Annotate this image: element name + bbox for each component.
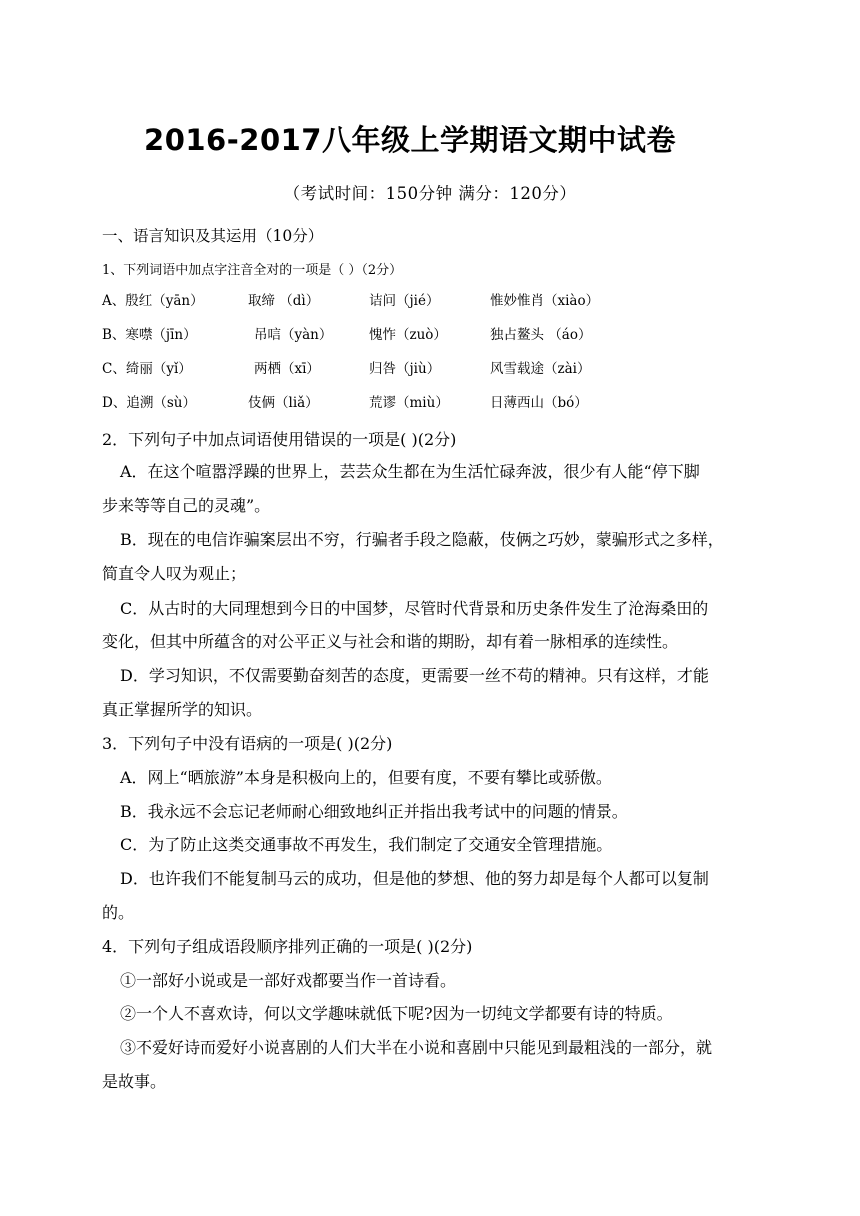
- q1-option-a-3: 诘问（jié）: [369, 293, 440, 309]
- q1-option-c-3: 归咎（jiù）: [369, 361, 441, 377]
- q2-option-a-cont: 步来等等自己的灵魂”。: [102, 496, 271, 515]
- q3-option-d: D．也许我们不能复制马云的成功，但是他的梦想、他的努力却是每个人都可以复制: [120, 869, 709, 888]
- q1-option-d-2: 伎俩（liǎ）: [248, 395, 319, 411]
- q1-option-d-3: 荒谬（miù）: [369, 395, 449, 411]
- section-heading: 一、语言知识及其运用（10分）: [102, 227, 324, 245]
- q2-option-a: A．在这个喧嚣浮躁的世界上，芸芸众生都在为生活忙碌奔波，很少有人能“停下脚: [120, 462, 700, 481]
- q1-option-c-1: C、绮丽（yǐ）: [102, 361, 192, 377]
- q1-option-b-1: B、寒噤（jīn）: [102, 327, 197, 343]
- q4-sentence-2: ②一个人不喜欢诗，何以文学趣味就低下呢?因为一切纯文学都要有诗的特质。: [120, 1004, 673, 1023]
- q3-option-c: C．为了防止这类交通事故不再发生，我们制定了交通安全管理措施。: [120, 835, 613, 854]
- q2-option-d: D．学习知识，不仅需要勤奋刻苦的态度，更需要一丝不苟的精神。只有这样，才能: [120, 666, 709, 685]
- q2-option-b: B．现在的电信诈骗案层出不穷，行骗者手段之隐蔽，伎俩之巧妙，蒙骗形式之多样，: [120, 530, 724, 549]
- q1-option-a-1: A、殷红（yān）: [102, 293, 204, 309]
- q3-option-b: B．我永远不会忘记老师耐心细致地纠正并指出我考试中的问题的情景。: [120, 802, 628, 821]
- q4-sentence-3-cont: 是故事。: [102, 1072, 167, 1091]
- q4-sentence-1: ①一部好小说或是一部好戏都要当作一首诗看。: [120, 971, 457, 990]
- q3-option-a: A．网上“晒旅游”本身是积极向上的，但要有度，不要有攀比或骄傲。: [120, 768, 612, 787]
- q1-option-c-4: 风雪载途（zài）: [490, 361, 591, 377]
- q4-sentence-3: ③不爱好诗而爱好小说喜剧的人们大半在小说和喜剧中只能见到最粗浅的一部分，就: [120, 1038, 713, 1057]
- q1-option-d-1: D、追溯（sù）: [102, 395, 196, 411]
- q2-option-d-cont: 真正掌握所学的知识。: [102, 700, 263, 719]
- question-3-stem: 3．下列句子中没有语病的一项是( )(2分): [102, 734, 393, 753]
- exam-info: （考试时间：150分钟 满分：120分）: [283, 184, 577, 203]
- q1-option-b-2: 吊唁（yàn）: [254, 327, 333, 343]
- q2-option-b-cont: 简直令人叹为观止；: [102, 564, 247, 583]
- q2-option-c: C．从古时的大同理想到今日的中国梦，尽管时代背景和历史条件发生了沧海桑田的: [120, 599, 709, 618]
- q1-option-d-4: 日薄西山（bó）: [490, 395, 588, 411]
- question-4-stem: 4．下列句子组成语段顺序排列正确的一项是( )(2分): [102, 937, 473, 956]
- q1-option-a-4: 惟妙惟肖（xiào）: [490, 293, 600, 309]
- question-2-stem: 2．下列句子中加点词语使用错误的一项是( )(2分): [102, 430, 457, 449]
- q1-option-b-4: 独占鳌头 （áo）: [490, 327, 592, 343]
- page-title: 2016-2017八年级上学期语文期中试卷: [144, 123, 676, 157]
- q1-option-a-2: 取缔 （dì）: [248, 293, 320, 309]
- q1-option-c-2: 两栖（xī）: [254, 361, 320, 377]
- q1-option-b-3: 愧怍（zuò）: [369, 327, 447, 343]
- question-1-stem: 1、下列词语中加点字注音全对的一项是（ ）（2分）: [102, 263, 403, 278]
- q3-option-d-cont: 的。: [102, 903, 135, 922]
- q2-option-c-cont: 变化，但其中所蕴含的对公平正义与社会和谐的期盼，却有着一脉相承的连续性。: [102, 632, 679, 651]
